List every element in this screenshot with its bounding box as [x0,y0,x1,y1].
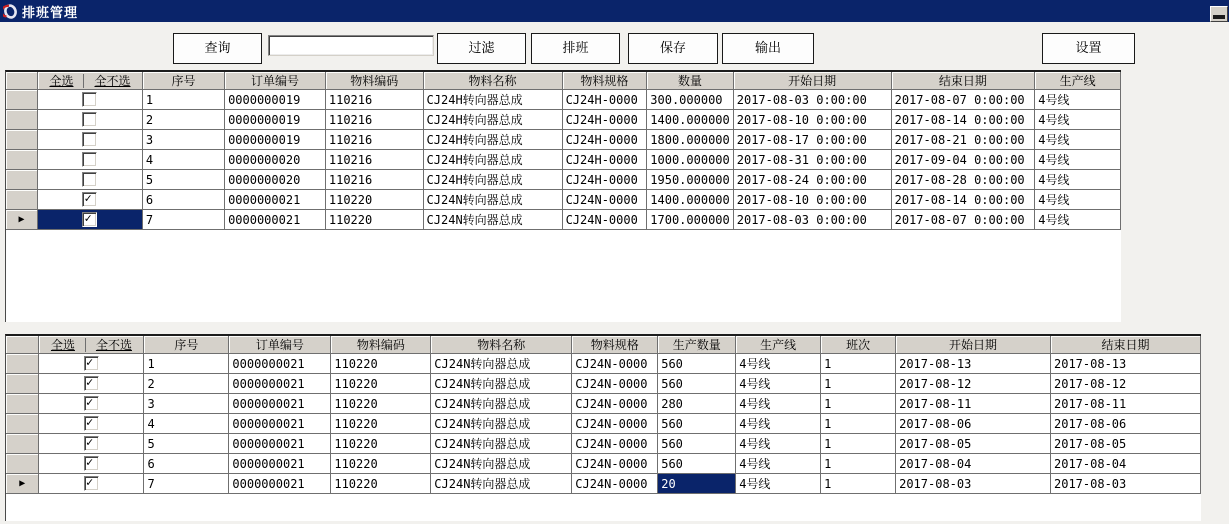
table-cell[interactable]: CJ24H-0000 [562,150,647,170]
column-header: 结束日期 [1051,336,1201,354]
table-cell[interactable]: CJ24N转向器总成 [431,474,572,494]
row-indicator-cell[interactable] [6,170,38,190]
table-cell[interactable]: 110216 [325,110,423,130]
table-cell[interactable]: 2017-08-03 [896,474,1051,494]
row-checkbox-unchecked[interactable] [82,152,97,167]
table-cell[interactable]: 7 [144,474,229,494]
header-divider [85,338,86,352]
column-header: 物料编码 [325,72,423,90]
settings-button[interactable]: 设置 [1042,33,1135,64]
table-cell[interactable]: CJ24H-0000 [562,90,647,110]
table-cell[interactable]: 1 [821,434,896,454]
table-cell[interactable]: 110220 [331,374,431,394]
schedule-grid [5,334,1201,521]
table-cell[interactable]: 4号线 [1035,170,1121,190]
table-cell[interactable]: 560 [658,374,736,394]
row-indicator-cell[interactable] [6,90,38,110]
table-cell[interactable]: 0000000021 [229,474,331,494]
current-row-indicator[interactable] [6,210,38,230]
table-cell[interactable]: 0000000020 [225,150,326,170]
column-header: 班次 [821,336,896,354]
table-cell[interactable]: CJ24N-0000 [572,474,658,494]
table-cell[interactable]: 0000000021 [229,354,331,374]
table-row [6,354,1201,374]
table-cell[interactable]: 3 [144,394,229,414]
table-row [6,90,1121,110]
table-cell[interactable]: 2017-08-12 [1051,374,1201,394]
row-select-cell[interactable] [39,434,144,454]
table-row [6,170,1121,190]
table-cell[interactable]: CJ24H-0000 [562,130,647,150]
table-cell[interactable]: CJ24N-0000 [572,354,658,374]
column-header: 序号 [142,72,224,90]
table-cell[interactable]: 560 [658,354,736,374]
table-cell[interactable]: 300.000000 [647,90,733,110]
table-cell[interactable]: 2017-08-03 [1051,474,1201,494]
query-button[interactable]: 查询 [173,33,262,64]
column-header: 生产数量 [658,336,736,354]
row-indicator-cell[interactable] [6,190,38,210]
table-cell[interactable]: 110220 [325,190,423,210]
filter-button[interactable]: 过滤 [437,33,526,64]
row-select-cell[interactable] [39,454,144,474]
table-cell[interactable]: 2017-08-04 [896,454,1051,474]
row-indicator-cell[interactable] [6,454,39,474]
row-indicator-header [6,336,39,354]
grid-header-row [6,336,1201,354]
table-cell[interactable]: 1 [144,354,229,374]
select-all-link[interactable]: 全选 [49,74,74,88]
table-row [6,110,1121,130]
column-header: 结束日期 [891,72,1035,90]
row-checkbox-checked[interactable] [84,376,99,391]
table-cell[interactable]: 2017-08-11 [896,394,1051,414]
table-cell[interactable]: CJ24N-0000 [572,414,658,434]
title-bar [0,0,1229,22]
table-row [6,210,1121,230]
column-header: 物料规格 [572,336,658,354]
table-cell[interactable]: CJ24N-0000 [572,454,658,474]
table-cell[interactable]: 0000000021 [229,414,331,434]
table-cell[interactable]: 3 [142,130,224,150]
table-cell[interactable]: 0000000020 [225,170,326,190]
table-cell[interactable]: 1000.000000 [647,150,733,170]
table-cell[interactable]: 4号线 [736,474,821,494]
table-cell[interactable]: CJ24H转向器总成 [423,170,562,190]
row-indicator-cell[interactable] [6,354,39,374]
table-cell[interactable]: 1950.000000 [647,170,733,190]
table-cell[interactable]: 2 [144,374,229,394]
table-cell[interactable]: 2017-08-12 [896,374,1051,394]
table-cell[interactable]: 2017-08-05 [896,434,1051,454]
app-icon [3,4,18,19]
filter-input[interactable] [268,35,434,56]
table-cell[interactable]: 0000000021 [225,210,326,230]
table-cell[interactable]: 2017-08-03 0:00:00 [733,90,891,110]
grid-header-row [6,72,1121,90]
table-cell[interactable]: 0000000021 [229,454,331,474]
row-checkbox-unchecked[interactable] [82,172,97,187]
table-cell[interactable]: 1 [821,454,896,474]
table-cell[interactable]: CJ24N转向器总成 [431,354,572,374]
table-cell[interactable]: 2017-08-17 0:00:00 [733,130,891,150]
table-cell[interactable]: 560 [658,414,736,434]
table-cell[interactable]: CJ24N-0000 [562,190,647,210]
table-cell[interactable]: 4号线 [736,354,821,374]
row-indicator-cell[interactable] [6,414,39,434]
table-cell[interactable]: 1 [821,354,896,374]
column-header: 数量 [647,72,733,90]
table-cell[interactable]: 6 [142,190,224,210]
table-cell[interactable]: 4 [142,150,224,170]
column-header: 物料编码 [331,336,431,354]
table-row [6,474,1201,494]
table-cell[interactable]: 560 [658,454,736,474]
table-cell[interactable]: 110216 [325,90,423,110]
table-cell[interactable]: 5 [142,170,224,190]
row-indicator-cell[interactable] [6,394,39,414]
table-cell[interactable]: 2017-08-06 [1051,414,1201,434]
table-cell[interactable]: 110216 [325,150,423,170]
row-indicator-cell[interactable] [6,374,39,394]
table-cell[interactable]: 0000000019 [225,110,326,130]
column-header: 生产线 [736,336,821,354]
table-cell[interactable]: 0000000019 [225,130,326,150]
table-cell[interactable]: 4号线 [736,454,821,474]
row-indicator-cell[interactable] [6,130,38,150]
row-select-cell[interactable] [38,150,143,170]
table-cell[interactable]: 2017-08-24 0:00:00 [733,170,891,190]
table-row [6,130,1121,150]
table-cell[interactable]: 110220 [325,210,423,230]
table-cell[interactable]: 2017-08-04 [1051,454,1201,474]
column-header: 订单编号 [229,336,331,354]
table-cell[interactable]: 2 [142,110,224,130]
table-cell[interactable]: 2017-08-06 [896,414,1051,434]
table-cell[interactable]: 0000000021 [229,374,331,394]
table-cell[interactable]: CJ24N转向器总成 [423,190,562,210]
deselect-all-link[interactable]: 全不选 [94,74,131,88]
output-button[interactable]: 输出 [722,33,814,64]
table-cell[interactable]: 110220 [331,414,431,434]
select-column-header [38,72,143,90]
table-cell[interactable]: CJ24N转向器总成 [431,394,572,414]
table-cell[interactable]: CJ24N-0000 [572,394,658,414]
row-checkbox-checked[interactable] [84,396,99,411]
column-header: 订单编号 [225,72,326,90]
table-cell[interactable]: 1 [821,474,896,494]
table-cell[interactable]: 2017-08-13 [896,354,1051,374]
row-select-cell[interactable] [38,170,143,190]
table-cell[interactable]: 2017-08-03 0:00:00 [733,210,891,230]
row-checkbox-checked[interactable] [84,416,99,431]
current-row-arrow-icon: ▶ [19,478,26,489]
table-cell[interactable]: 1400.000000 [647,110,733,130]
table-cell[interactable]: CJ24N转向器总成 [423,210,562,230]
table-cell[interactable]: 0000000021 [225,190,326,210]
table-cell[interactable]: 0000000021 [229,434,331,454]
table-cell[interactable]: 2017-08-11 [1051,394,1201,414]
table-cell[interactable]: 7 [142,210,224,230]
table-cell[interactable]: 4号线 [1035,110,1121,130]
table-cell[interactable]: CJ24H转向器总成 [423,110,562,130]
table-row [6,414,1201,434]
column-header: 开始日期 [733,72,891,90]
table-row [6,150,1121,170]
table-cell[interactable]: CJ24H-0000 [562,110,647,130]
select-column-header [39,336,144,354]
table-cell[interactable]: 2017-08-14 0:00:00 [891,110,1035,130]
table-cell[interactable]: CJ24N转向器总成 [431,434,572,454]
table-cell[interactable]: CJ24N-0000 [572,374,658,394]
table-cell[interactable]: 4号线 [736,414,821,434]
current-row-arrow-icon: ▶ [18,214,25,225]
table-cell[interactable]: 2017-08-07 0:00:00 [891,210,1035,230]
row-select-cell[interactable] [38,210,143,230]
table-cell[interactable]: 2017-08-21 0:00:00 [891,130,1035,150]
table-cell[interactable]: 110220 [331,434,431,454]
row-select-cell[interactable] [39,354,144,374]
window-title: 排班管理 [22,4,79,20]
table-cell[interactable]: CJ24N-0000 [572,434,658,454]
row-indicator-cell[interactable] [6,434,39,454]
current-row-indicator[interactable] [6,474,39,494]
table-cell[interactable]: CJ24H转向器总成 [423,130,562,150]
table-cell[interactable]: 4号线 [736,434,821,454]
table-cell[interactable]: 110220 [331,354,431,374]
column-header: 序号 [144,336,229,354]
table-cell[interactable]: 6 [144,454,229,474]
schedule-button[interactable]: 排班 [531,33,620,64]
table-row [6,190,1121,210]
row-select-cell[interactable] [38,90,143,110]
table-cell[interactable]: 110220 [331,394,431,414]
table-cell[interactable]: 2017-08-13 [1051,354,1201,374]
table-row [6,454,1201,474]
table-cell[interactable]: 110216 [325,130,423,150]
row-indicator-cell[interactable] [6,110,38,130]
table-cell[interactable]: CJ24H-0000 [562,170,647,190]
table-row [6,374,1201,394]
row-select-cell[interactable] [38,190,143,210]
header-divider [83,74,84,88]
restore-icon [1213,15,1225,19]
table-cell[interactable]: 2017-08-05 [1051,434,1201,454]
table-cell[interactable]: 110216 [325,170,423,190]
table-row [6,394,1201,414]
table-cell[interactable]: 4号线 [1035,210,1121,230]
deselect-all-link[interactable]: 全不选 [95,338,132,352]
row-checkbox-checked[interactable] [84,436,99,451]
column-header: 物料规格 [562,72,647,90]
row-select-cell[interactable] [39,394,144,414]
row-select-cell[interactable] [39,374,144,394]
table-cell[interactable]: 1 [821,414,896,434]
row-checkbox-unchecked[interactable] [82,112,97,127]
table-cell[interactable]: 2017-08-28 0:00:00 [891,170,1035,190]
table-cell[interactable]: 2017-08-10 0:00:00 [733,110,891,130]
row-checkbox-unchecked[interactable] [82,92,97,107]
row-checkbox-checked[interactable] [84,456,99,471]
table-cell[interactable]: 2017-08-31 0:00:00 [733,150,891,170]
table-cell[interactable]: 4 [144,414,229,434]
column-header: 物料名称 [423,72,562,90]
table-cell[interactable]: CJ24N转向器总成 [431,374,572,394]
table-cell[interactable]: 4号线 [1035,150,1121,170]
table-cell[interactable]: CJ24N转向器总成 [431,454,572,474]
row-indicator-header [6,72,38,90]
table-cell[interactable]: CJ24H转向器总成 [423,90,562,110]
table-cell[interactable]: 5 [144,434,229,454]
table-cell[interactable]: 0000000019 [225,90,326,110]
row-checkbox-checked[interactable] [82,212,97,227]
column-header: 物料名称 [431,336,572,354]
row-indicator-cell[interactable] [6,150,38,170]
column-header: 生产线 [1035,72,1121,90]
table-cell[interactable]: 1700.000000 [647,210,733,230]
table-cell[interactable]: CJ24N转向器总成 [431,414,572,434]
table-cell[interactable]: 110220 [331,474,431,494]
table-cell[interactable]: 4号线 [1035,190,1121,210]
table-cell[interactable]: 4号线 [1035,130,1121,150]
table-cell[interactable]: 2017-08-07 0:00:00 [891,90,1035,110]
row-checkbox-checked[interactable] [84,356,99,371]
restore-window-button[interactable] [1210,6,1228,22]
table-cell[interactable]: 4号线 [736,394,821,414]
row-checkbox-checked[interactable] [84,476,99,491]
column-header: 开始日期 [896,336,1051,354]
table-cell[interactable]: 4号线 [1035,90,1121,110]
table-cell[interactable]: 4号线 [736,374,821,394]
table-cell[interactable]: 1 [142,90,224,110]
table-cell[interactable]: 110220 [331,454,431,474]
table-cell[interactable]: 1 [821,394,896,414]
row-select-cell[interactable] [38,110,143,130]
table-cell[interactable]: 560 [658,434,736,454]
table-cell[interactable]: 1400.000000 [647,190,733,210]
table-cell[interactable]: 2017-08-10 0:00:00 [733,190,891,210]
table-row [6,434,1201,454]
table-cell[interactable]: 280 [658,394,736,414]
table-cell[interactable]: CJ24H转向器总成 [423,150,562,170]
table-cell[interactable]: 20 [658,474,736,494]
table-cell[interactable]: 2017-09-04 0:00:00 [891,150,1035,170]
row-checkbox-unchecked[interactable] [82,132,97,147]
table-cell[interactable]: 0000000021 [229,394,331,414]
table-cell[interactable]: 2017-08-14 0:00:00 [891,190,1035,210]
row-select-cell[interactable] [39,474,144,494]
table-cell[interactable]: 1800.000000 [647,130,733,150]
row-select-cell[interactable] [38,130,143,150]
orders-grid [5,70,1121,322]
row-checkbox-checked[interactable] [82,192,97,207]
save-button[interactable]: 保存 [628,33,718,64]
select-all-link[interactable]: 全选 [50,338,75,352]
table-cell[interactable]: 1 [821,374,896,394]
row-select-cell[interactable] [39,414,144,434]
table-cell[interactable]: CJ24N-0000 [562,210,647,230]
